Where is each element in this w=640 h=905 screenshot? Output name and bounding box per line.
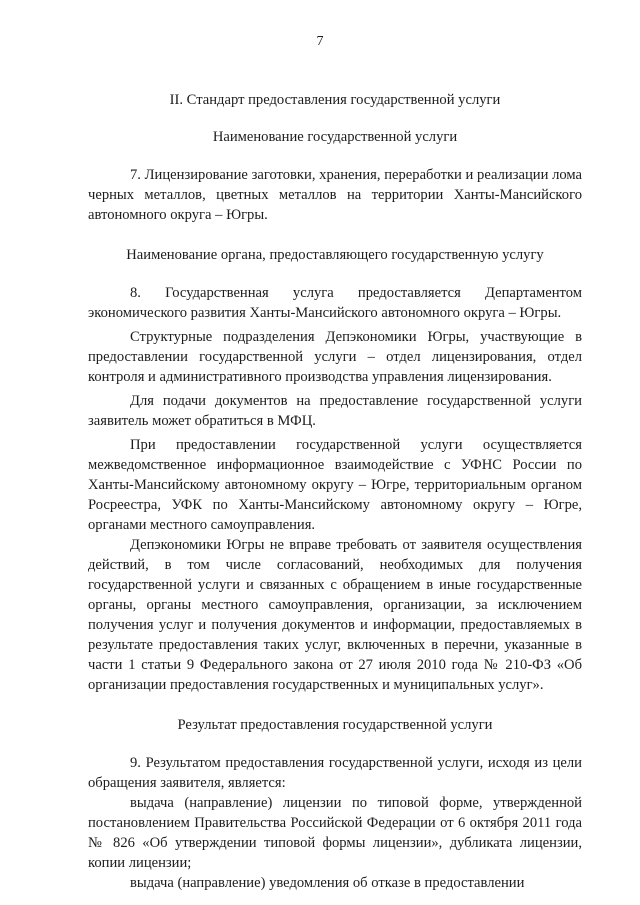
interaction-paragraph: При предоставлении государственной услуги осуществляется межведомственное информационное взаимодействие с УФНС России по Ханты-Мансийскому автономному округу – Югре, территориальным органом Росреестра, УФК по Ханты-Мансийскому автономному округу – Югре, органами местного самоуправления. xyxy=(88,437,582,533)
mfc-paragraph: Для подачи документов на предоставление государственной услуги заявитель может обратиться в МФЦ. xyxy=(88,393,582,429)
item-7-paragraph: 7. Лицензирование заготовки, хранения, переработки и реализации лома черных металлов, цветных металлов на территории Ханты-Мансийского автономного округа – Югры. xyxy=(88,167,582,223)
issue-refusal-paragraph: выдача (направление) уведомления об отказе в предоставлении xyxy=(130,875,525,891)
heading-providing-body: Наименование органа, предоставляющего государственную услугу xyxy=(126,247,544,263)
issue-license-paragraph: выдача (направление) лицензии по типовой форме, утвержденной постановлением Правительства Российской Федерации от 6 октября 2011 года № 826 «Об утверждении типовой формы лицензии», дубликата лицензии, копии лицензии; xyxy=(88,795,582,871)
section-title: II. Стандарт предоставления государственной услуги xyxy=(169,92,501,108)
item-8-paragraph: 8. Государственная услуга предоставляется Департаментом экономического развития Ханты-Мансийского автономного округа – Югры. xyxy=(88,285,582,321)
item-9-paragraph: 9. Результатом предоставления государственной услуги, исходя из цели обращения заявителя, является: xyxy=(88,755,582,791)
heading-service-name: Наименование государственной услуги xyxy=(212,129,458,145)
prohibition-paragraph: Депэкономики Югры не вправе требовать от заявителя осуществления действий, в том числе согласований, необходимых для получения государственной услуги и связанных с обращением в иные государственные органы, органы местного самоуправления, организации, за исключением получения услуг и получения документов и информации, предоставляемых в результате предоставления таких услуг, включенных в перечни, указанные в части 1 статьи 9 Федерального закона от 27 июля 2010 года № 210-ФЗ «Об организации предоставления государственных и муниципальных услуг». xyxy=(88,537,582,693)
page-number: 7 xyxy=(316,34,324,49)
page-content xyxy=(88,90,582,893)
heading-result: Результат предоставления государственной услуги xyxy=(177,717,493,733)
structural-units-paragraph: Структурные подразделения Депэкономики Югры, участвующие в предоставлении государственной услуги – отдел лицензирования, отдел контроля и административного производства управления лицензирования. xyxy=(88,329,582,385)
